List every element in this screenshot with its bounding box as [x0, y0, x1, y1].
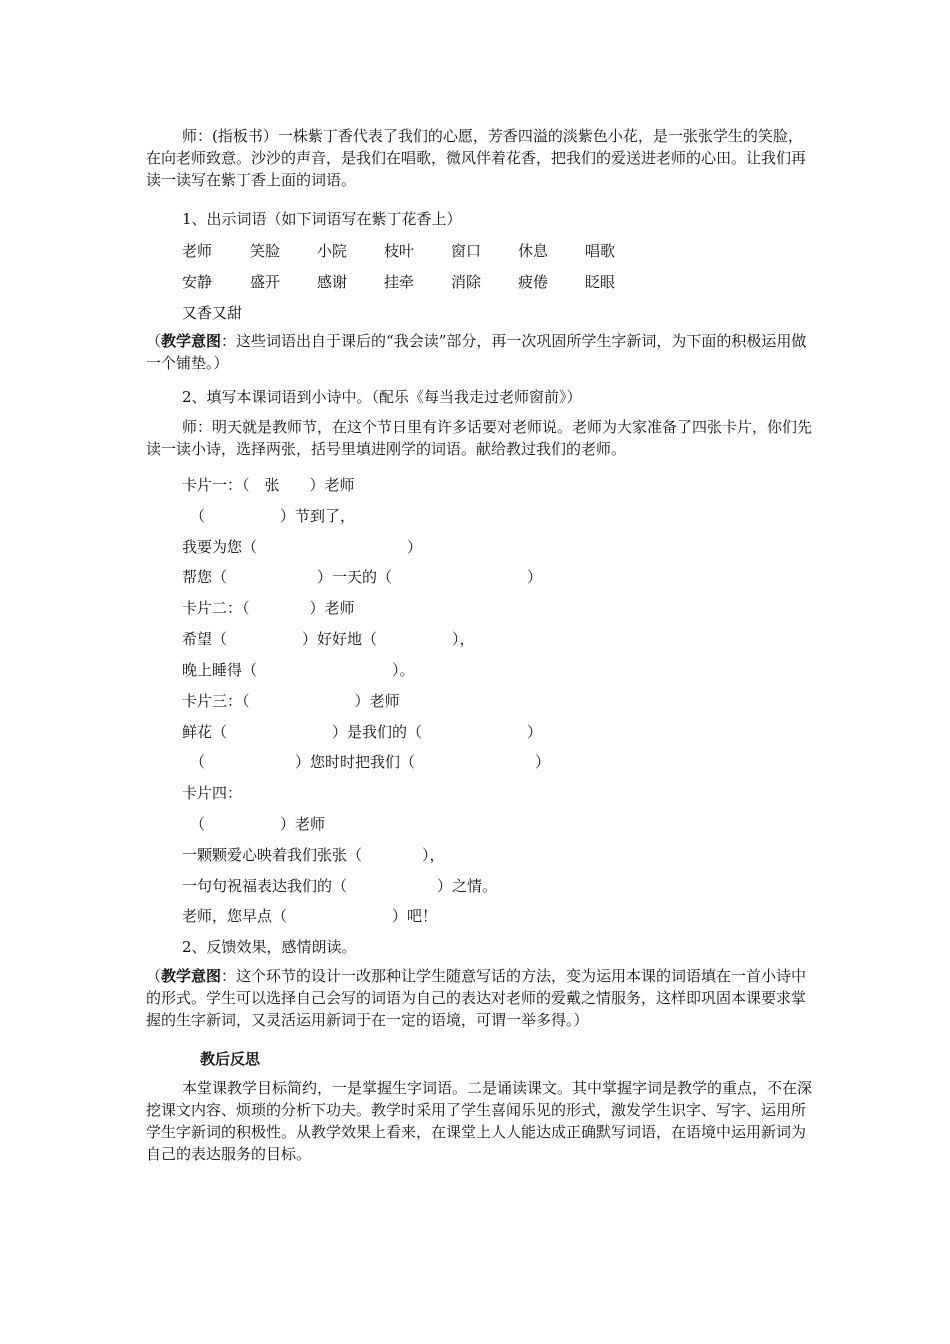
card-line: 一句句祝福表达我们的（ ）之情。 — [182, 877, 498, 895]
card-line: 我要为您（ ） — [182, 538, 423, 556]
word-item: 枝叶 — [384, 242, 415, 260]
card-4-title: 卡片四： — [182, 784, 243, 802]
word-item: 休息 — [518, 242, 549, 260]
reflection-heading: 教后反思 — [200, 1050, 261, 1068]
intent-label: 教学意图 — [161, 967, 222, 985]
intro-paragraph: 师：(指板书）一株紫丁香代表了我们的心愿，芳香四溢的淡紫色小花，是一张张学生的笑脸，在向老师致意。沙沙的声音，是我们在唱歌，微风伴着花香，把我们的爱送进老师的心田。让我们再读一读写在紫丁香上面的词语。 — [146, 127, 807, 189]
card-line: 希望（ ）好好地（ ）， — [182, 630, 475, 648]
word-item: 安静 — [182, 273, 213, 291]
word-item: 消除 — [451, 273, 482, 291]
card-line: （ ）您时时把我们（ ） — [190, 753, 551, 771]
word-item: 唱歌 — [585, 242, 616, 260]
intent-label: 教学意图 — [161, 332, 222, 350]
word-item: 小院 — [317, 242, 348, 260]
word-item: 窗口 — [451, 242, 482, 260]
word-item: 又香又甜 — [182, 304, 243, 322]
word-item: 挂牵 — [384, 273, 415, 291]
teaching-intent-2: （教学意图：这个环节的设计一改那种让学生随意写话的方法，变为运用本课的词语填在一首小诗中的形式。学生可以选择自己会写的词语为自己的表达对老师的爱戴之情服务，这样即巩固本课要求掌握的生字新词，又灵活运用新词于在一定的语境，可谓一举多得。） — [146, 967, 807, 1029]
card-line: 一颗颗爱心映着我们张张（ ）， — [182, 846, 445, 864]
card-line: （ ）节到了， — [190, 507, 356, 525]
card-1-title: 卡片一：（ 张 ）老师 — [182, 476, 355, 494]
word-item: 眨眼 — [585, 273, 616, 291]
word-item: 疲倦 — [518, 273, 549, 291]
word-item: 老师 — [182, 242, 213, 260]
word-item: 盛开 — [250, 273, 281, 291]
card-line: 晚上睡得（ ）。 — [182, 661, 415, 679]
word-item: 笑脸 — [250, 242, 281, 260]
step-3-heading: 2、反馈效果，感情朗读。 — [182, 938, 357, 956]
step-2-heading: 2、填写本课词语到小诗中。（配乐《每当我走过老师窗前》） — [182, 388, 582, 406]
word-item: 感谢 — [317, 273, 348, 291]
card-line: 老师，您早点（ ）吧！ — [182, 907, 438, 925]
teacher-paragraph: 师：明天就是教师节，在这个节日里有许多话要对老师说。老师为大家准备了四张卡片，你们先读一读小诗，选择两张，括号里填进刚学的词语。献给教过我们的老师。 — [146, 418, 813, 458]
card-2-title: 卡片二：（ ）老师 — [182, 599, 355, 617]
card-line: 鲜花（ ）是我们的（ ） — [182, 723, 543, 741]
reflection-paragraph: 本堂课教学目标简约，一是掌握生字词语。二是诵读课文。其中掌握字词是教学的重点，不在深挖课文内容、烦琐的分析下功夫。教学时采用了学生喜闻乐见的形式，激发学生识字、写字、运用所学生字新词的积极性。从教学效果上看来，在课堂上人人能达成正确默写词语，在语境中运用新词为自己的表达服务的目标。 — [146, 1079, 813, 1163]
step-1-heading: 1、出示词语（如下词语写在紫丁花香上） — [182, 210, 462, 228]
card-3-title: 卡片三：（ ）老师 — [182, 692, 400, 710]
card-line: 帮您（ ）一天的（ ） — [182, 568, 543, 586]
teaching-intent-1: （教学意图：这些词语出自于课后的“我会读”部分，再一次巩固所学生字新词，为下面的积极运用做一个铺垫。） — [146, 332, 807, 372]
card-line: （ ）老师 — [190, 815, 326, 833]
